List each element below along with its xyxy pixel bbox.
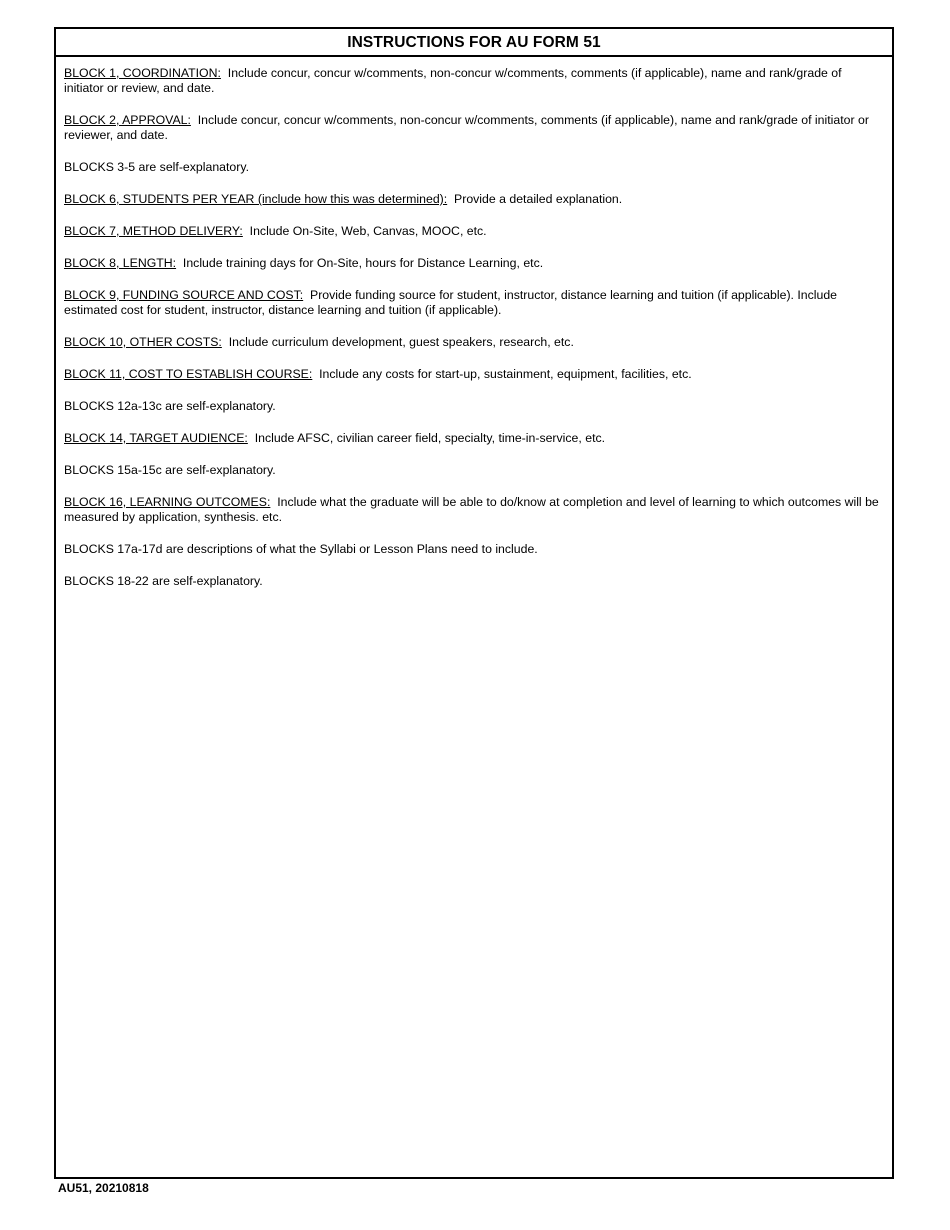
- block-label: BLOCK 10, OTHER COSTS:: [64, 335, 222, 349]
- instruction-block: [64, 113, 884, 143]
- form-footer: AU51, 20210818: [58, 1181, 149, 1195]
- block-label: BLOCK 11, COST TO ESTABLISH COURSE:: [64, 367, 313, 381]
- instruction-block: [64, 542, 884, 557]
- block-label: BLOCK 2, APPROVAL:: [64, 113, 191, 127]
- block-text: BLOCKS 12a-13c are self-explanatory.: [64, 399, 276, 413]
- block-text: BLOCKS 18-22 are self-explanatory.: [64, 574, 263, 588]
- block-label: BLOCK 8, LENGTH:: [64, 256, 177, 270]
- instruction-block: [64, 160, 884, 175]
- block-text: Include concur, concur w/comments, non-concur w/comments, comments (if applicable), name and rank/grade of initiator or reviewer, and date.: [64, 113, 869, 142]
- instruction-block: [64, 192, 884, 207]
- block-text: BLOCKS 15a-15c are self-explanatory.: [64, 463, 276, 477]
- block-text: Include AFSC, civilian career field, specialty, time-in-service, etc.: [254, 431, 606, 445]
- block-text: BLOCKS 17a-17d are descriptions of what the Syllabi or Lesson Plans need to include.: [64, 542, 538, 556]
- form-title: INSTRUCTIONS FOR AU FORM 51: [56, 29, 892, 57]
- instruction-block: [64, 224, 884, 239]
- instruction-blocks: [56, 57, 892, 589]
- block-text: Include any costs for start-up, sustainment, equipment, facilities, etc.: [319, 367, 692, 381]
- block-label: BLOCK 14, TARGET AUDIENCE:: [64, 431, 248, 445]
- block-text: Provide a detailed explanation.: [454, 192, 623, 206]
- block-text: Provide funding source for student, instructor, distance learning and tuition (if applicable). Include estimated cost for student, instructor, distance learning and tuition (if applicable).: [64, 288, 838, 317]
- block-label: BLOCK 7, METHOD DELIVERY:: [64, 224, 243, 238]
- instruction-block: [64, 335, 884, 350]
- instruction-block: [64, 367, 884, 382]
- instruction-block: [64, 574, 884, 589]
- block-label: BLOCK 9, FUNDING SOURCE AND COST:: [64, 288, 304, 302]
- instruction-block: [64, 495, 884, 525]
- instruction-block: [64, 463, 884, 478]
- block-label: BLOCK 6, STUDENTS PER YEAR (include how this was determined):: [64, 192, 448, 206]
- form-frame: [54, 27, 894, 1179]
- block-text: Include curriculum development, guest speakers, research, etc.: [228, 335, 574, 349]
- block-label: BLOCK 1, COORDINATION:: [64, 66, 221, 80]
- instruction-block: [64, 399, 884, 414]
- instruction-block: [64, 288, 884, 318]
- block-label: BLOCK 16, LEARNING OUTCOMES:: [64, 495, 271, 509]
- block-text: Include what the graduate will be able to do/know at completion and level of learning to which outcomes will be measured by application, synthesis. etc.: [64, 495, 879, 524]
- block-text: Include On-Site, Web, Canvas, MOOC, etc.: [249, 224, 487, 238]
- instruction-block: [64, 256, 884, 271]
- instruction-block: [64, 431, 884, 446]
- instruction-block: [64, 66, 884, 96]
- block-text: Include concur, concur w/comments, non-concur w/comments, comments (if applicable), name and rank/grade of initiator or review, and date.: [64, 66, 842, 95]
- block-text: BLOCKS 3-5 are self-explanatory.: [64, 160, 249, 174]
- block-text: Include training days for On-Site, hours for Distance Learning, etc.: [182, 256, 544, 270]
